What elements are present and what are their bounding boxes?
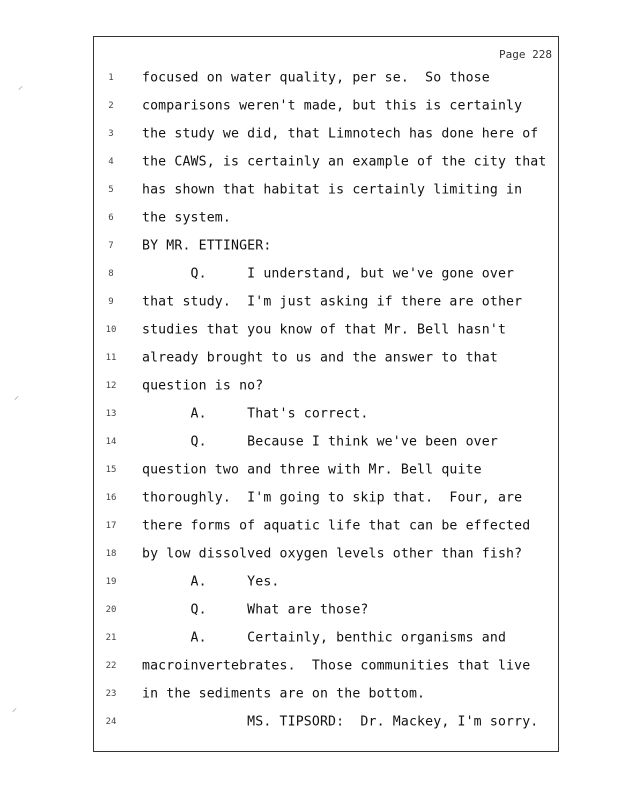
line-number: 12 [105,381,117,391]
line-text: A. That's correct. [142,406,369,422]
line-text: the system. [142,210,231,226]
line-text: Q. I understand, but we've gone over [142,266,515,282]
line-text: the study we did, that Limnotech has done here of [142,126,539,142]
line-text: question two and three with Mr. Bell quite [142,462,482,478]
line-number: 15 [105,465,117,475]
line-text: thoroughly. I'm going to skip that. Four, are [142,490,523,506]
page-number: Page 228 [499,48,552,61]
line-number: 4 [108,157,114,167]
line-text: studies that you know of that Mr. Bell hasn't [142,322,507,338]
line-number: 2 [108,101,114,111]
line-text: BY MR. ETTINGER: [142,238,272,254]
line-text: the CAWS, is certainly an example of the city that [142,154,547,170]
line-number: 13 [105,409,117,419]
line-number: 1 [108,73,114,83]
line-text: already brought to us and the answer to that [142,350,498,366]
line-number: 23 [105,689,117,699]
line-text: that study. I'm just asking if there are other [142,294,523,310]
line-text: there forms of aquatic life that can be effected [142,518,531,534]
line-number: 7 [108,241,114,251]
line-number: 11 [105,353,117,363]
line-number: 17 [105,521,117,531]
line-number: 8 [108,269,114,279]
line-text: Q. What are those? [142,602,369,618]
line-text: Q. Because I think we've been over [142,434,498,450]
transcript-page [93,36,559,752]
line-number: 3 [108,129,114,139]
line-number: 18 [105,549,117,559]
line-number: 21 [105,633,117,643]
line-text: focused on water quality, per se. So those [142,70,490,86]
line-text: A. Yes. [142,574,280,590]
line-text: macroinvertebrates. Those communities that live [142,658,531,674]
line-number: 24 [105,717,117,727]
line-text: by low dissolved oxygen levels other than fish? [142,546,523,562]
line-number: 22 [105,661,117,671]
line-number: 20 [105,605,117,615]
line-text: MS. TIPSORD: Dr. Mackey, I'm sorry. [142,714,539,730]
line-number: 16 [105,493,117,503]
scan-speck: ⸝ [18,81,23,92]
line-text: comparisons weren't made, but this is certainly [142,98,523,114]
line-number: 14 [105,437,117,447]
line-number: 10 [105,325,117,335]
line-text: A. Certainly, benthic organisms and [142,630,507,646]
line-text: has shown that habitat is certainly limiting in [142,182,523,198]
line-text: in the sediments are on the bottom. [142,686,426,702]
line-number: 19 [105,577,117,587]
scan-speck: ⸝ [14,391,19,402]
line-number: 5 [108,185,114,195]
line-number: 9 [108,297,114,307]
line-text: question is no? [142,378,264,394]
scan-speck: ⸝ [12,703,17,714]
line-number: 6 [108,213,114,223]
